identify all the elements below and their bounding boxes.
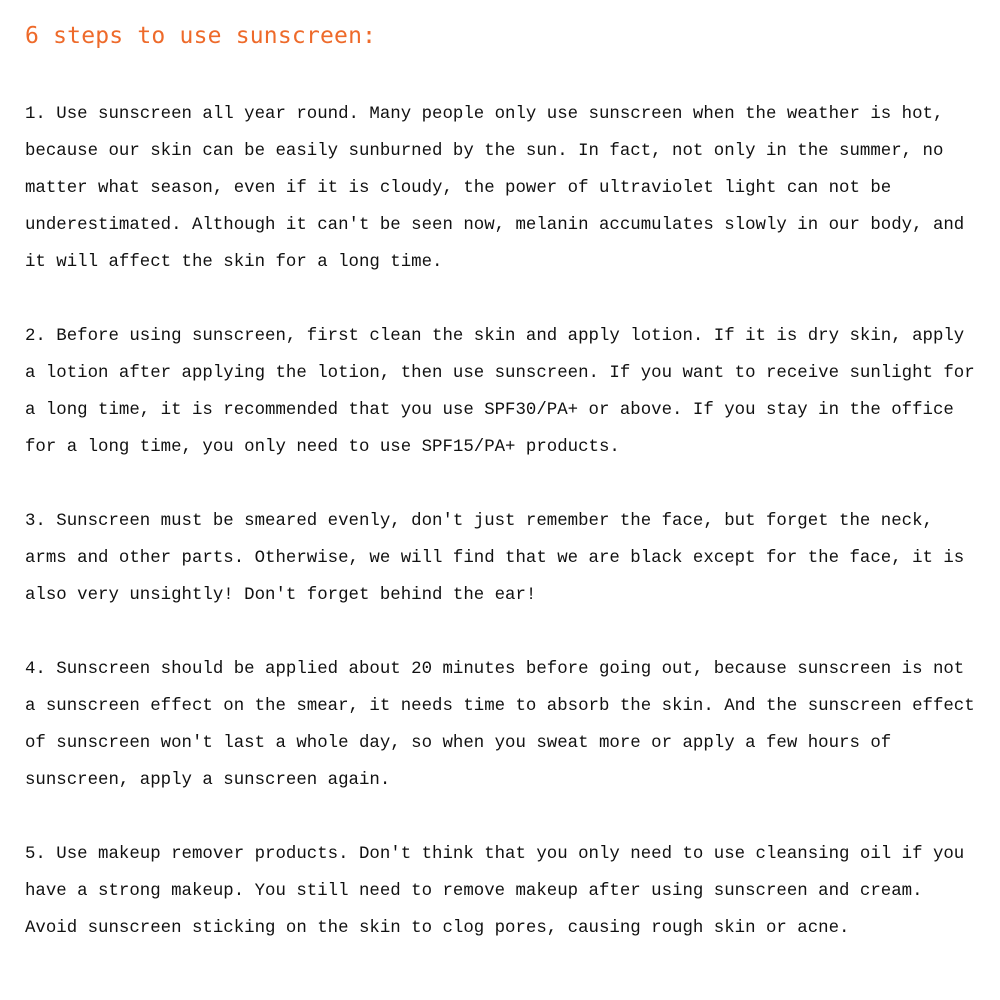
step-2-paragraph: 2. Before using sunscreen, first clean the skin and apply lotion. If it is dry skin, apply a lotion after applying the lotion, then use sunscreen. If you want to receive sunlight for a long time, it is recommended that you use SPF30/PA+ or above. If you stay in the office for a long time, you only need to use SPF15/PA+ products. — [25, 327, 975, 457]
step-4-paragraph: 4. Sunscreen should be applied about 20 minutes before going out, because sunscreen is not a sunscreen effect on the smear, it needs time to absorb the skin. And the sunscreen effect of sunscreen won't last a whole day, so when you sweat more or apply a few hours of sunscreen, apply a sunscreen again. — [25, 660, 975, 790]
step-5-paragraph: 5. Use makeup remover products. Don't think that you only need to use cleansing oil if you have a strong makeup. You still need to remove makeup after using sunscreen and cream. Avoid sunscreen sticking on the skin to clog pores, causing rough skin or acne. — [25, 845, 965, 938]
page-title: 6 steps to use sunscreen: — [25, 23, 377, 49]
step-3-paragraph: 3. Sunscreen must be smeared evenly, don't just remember the face, but forget the neck, arms and other parts. Otherwise, we will find that we are black except for the face, it is also very unsightly! Don't forget behind the ear! — [25, 512, 965, 605]
article — [25, 16, 985, 947]
step-1-paragraph: 1. Use sunscreen all year round. Many people only use sunscreen when the weather is hot, because our skin can be easily sunburned by the sun. In fact, not only in the summer, no matter what season, even if it is cloudy, the power of ultraviolet light can not be underestimated. Although it can't be seen now, melanin accumulates slowly in our body, and it will affect the skin for a long time. — [25, 105, 965, 272]
steps-list — [25, 96, 985, 947]
